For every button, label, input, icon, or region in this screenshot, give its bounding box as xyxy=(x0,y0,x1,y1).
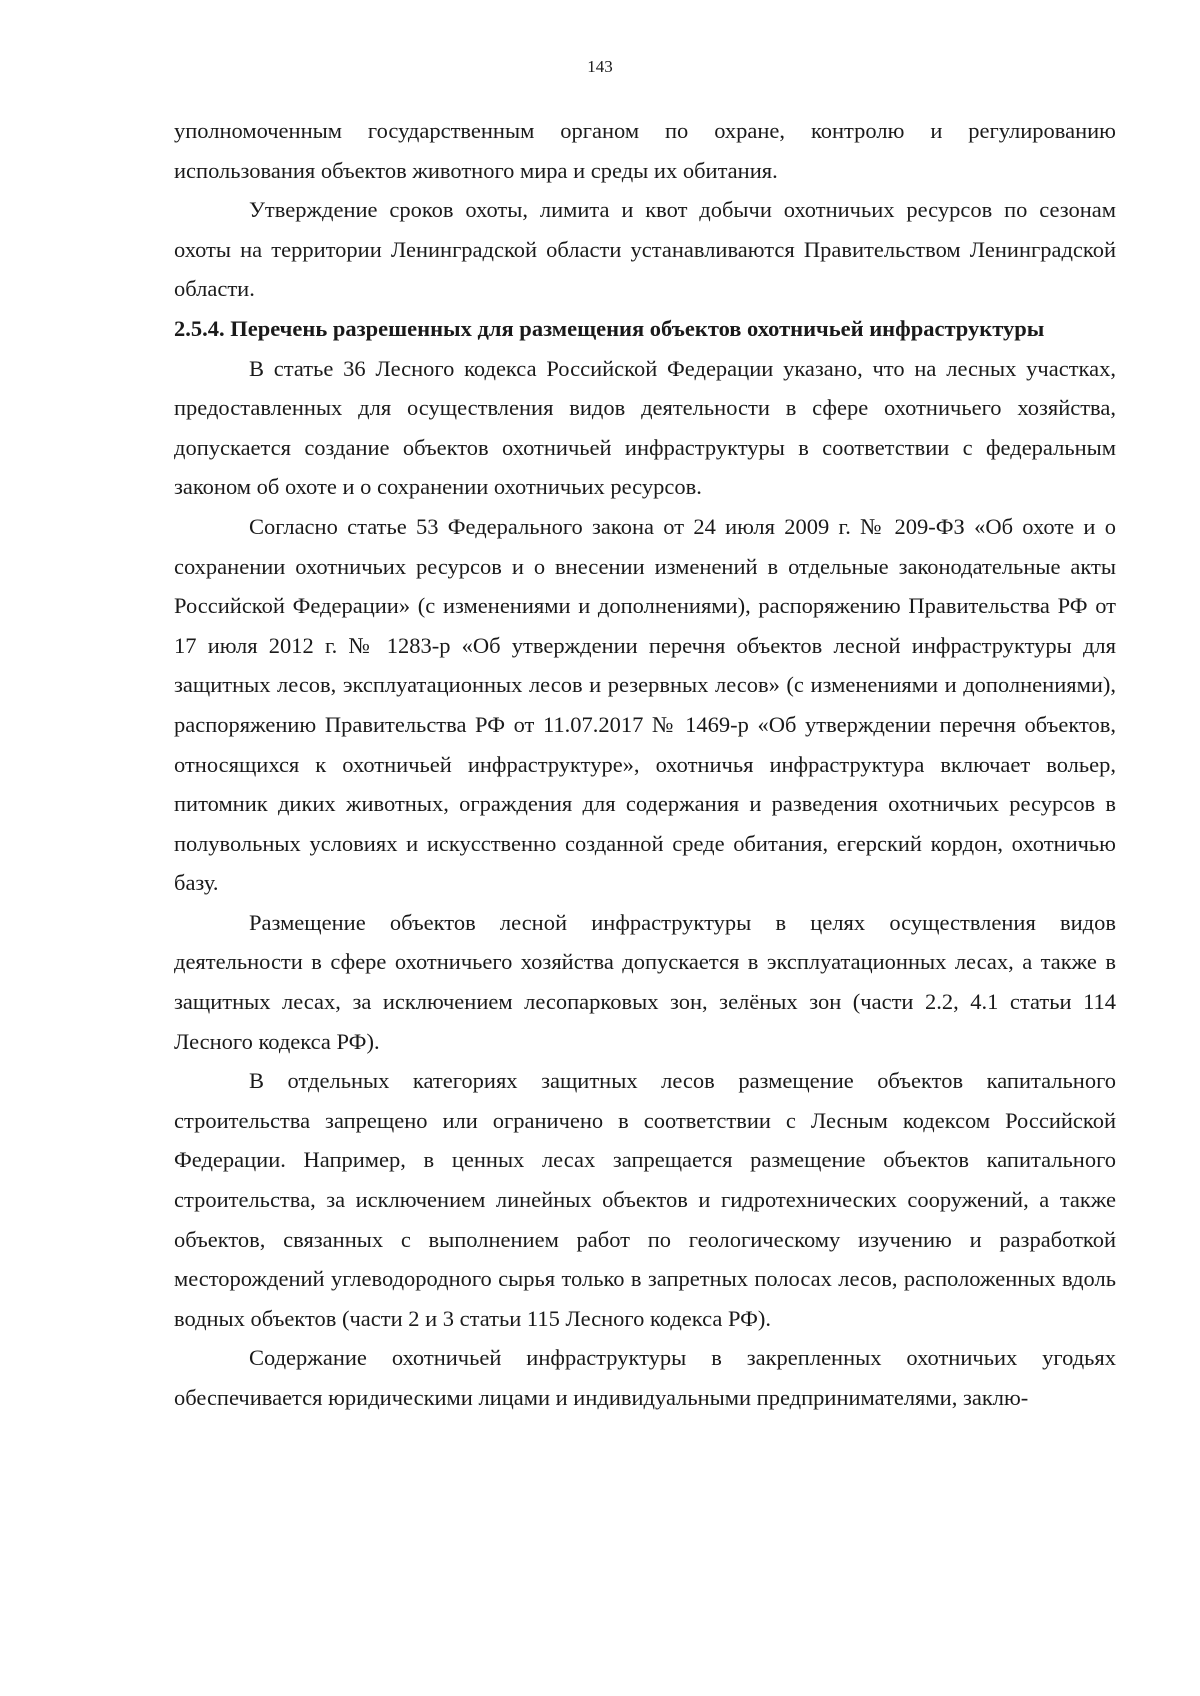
paragraph-forest-code-article-36: В статье 36 Лесного кодекса Российской Федерации указано, что на лесных участках, предоставленных для осуществления видов деятельности в сфере охотничьего хозяйства, допускается создание объектов охотничьей инфраструктуры в соответствии с федеральным законом об охоте и о сохранении охотничьих ресурсов. xyxy=(174,355,1116,500)
paragraph-continuation: уполномоченным государственным органом по охране, контролю и регулированию использования объектов животного мира и среды их обитания. xyxy=(174,118,1116,183)
paragraph-infrastructure-maintenance: Содержание охотничьей инфраструктуры в закрепленных охотничьих угодьях обеспечивается юридическими лицами и индивидуальными предпринимателями, заклю- xyxy=(174,1345,1116,1410)
paragraph-federal-law-article-53: Согласно статье 53 Федерального закона от 24 июля 2009 г. № 209-ФЗ «Об охоте и о сохранении охотничьих ресурсов и о внесении изменений в отдельные законодательные акты Российской Федерации» (с изменениями и дополнениями), распоряжению Правительства РФ от 17 июля 2012 г. № 1283-р «Об утверждении перечня объектов лесной инфраструктуры для защитных лесов, эксплуатационных лесов и резервных лесов» (с изменениями и дополнениями), распоряжению Правительства РФ от 11.07.2017 № 1469-р «Об утверждении перечня объектов, относящихся к охотничьей инфраструктуре», охотничья инфраструктура включает вольер, питомник диких животных, ограждения для содержания и разведения охотничьих ресурсов в полувольных условиях и искусственно созданной среде обитания, егерский кордон, охотничью базу. xyxy=(174,513,1116,896)
paragraph-infrastructure-placement: Размещение объектов лесной инфраструктуры в целях осуществления видов деятельности в сфере охотничьего хозяйства допускается в эксплуатационных лесах, а также в защитных лесах, за исключением лесопарковых зон, зелёных зон (части 2.2, 4.1 статьи 114 Лесного кодекса РФ). xyxy=(174,909,1116,1054)
page-number: 143 xyxy=(587,57,613,76)
document-body xyxy=(174,111,1116,1418)
paragraph-protective-forests: В отдельных категориях защитных лесов размещение объектов капитального строительства запрещено или ограничено в соответствии с Лесным кодексом Российской Федерации. Например, в ценных лесах запрещается размещение объектов капитального строительства, за исключением линейных объектов и гидротехнических сооружений, а также объектов, связанных с выполнением работ по геологическому изучению и разработкой месторождений углеводородного сырья только в запретных полосах лесов, расположенных вдоль водных объектов (части 2 и 3 статьи 115 Лесного кодекса РФ). xyxy=(174,1068,1116,1331)
section-heading: 2.5.4. Перечень разрешенных для размещения объектов охотничьей инфраструктуры xyxy=(174,315,1045,341)
paragraph-hunting-terms: Утверждение сроков охоты, лимита и квот добычи охотничьих ресурсов по сезонам охоты на территории Ленинградской области устанавливаются Правительством Ленинградской области. xyxy=(174,197,1116,302)
